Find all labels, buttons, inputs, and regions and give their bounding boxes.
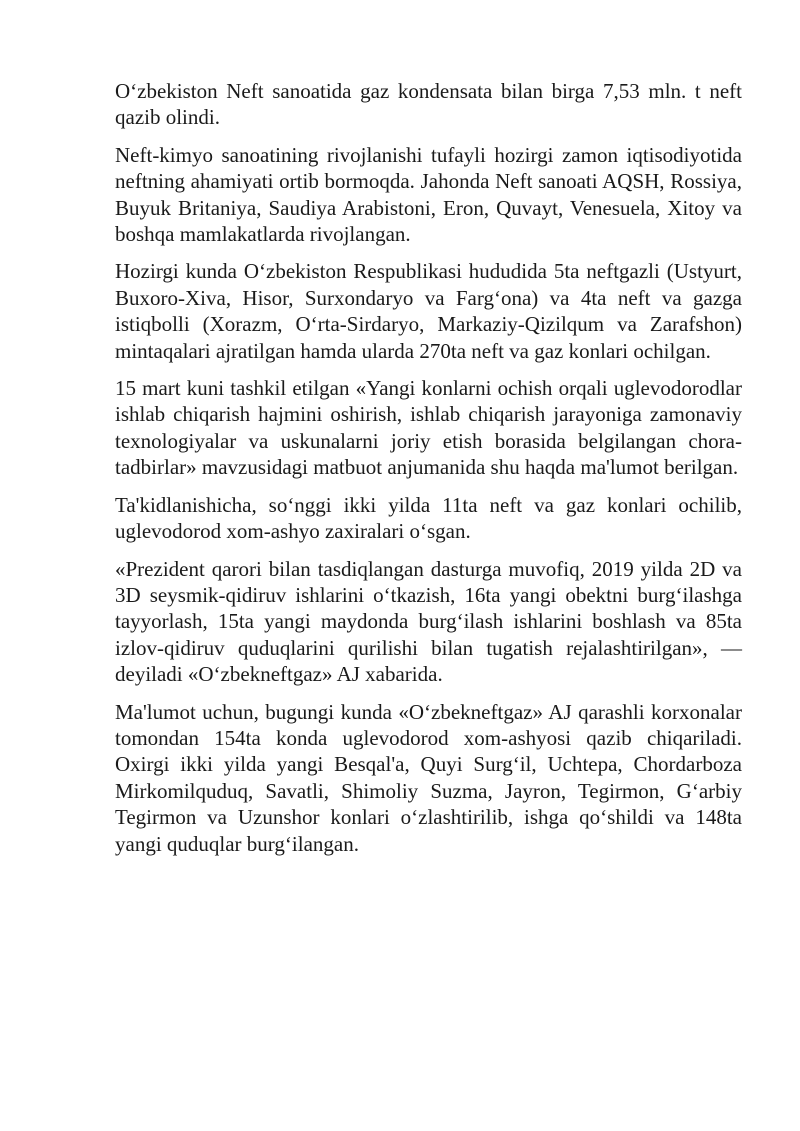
paragraph-5: Ta'kidlanishicha, so‘nggi ikki yilda 11ta neft va gaz konlari ochilib, uglevodorod xom-ashyo zaxiralari o‘sgan. (115, 492, 742, 544)
paragraph-4: 15 mart kuni tashkil etilgan «Yangi konlarni ochish orqali uglevodorodlar ishlab chiqarish hajmini oshirish, ishlab chiqarish jarayoniga zamonaviy texnologiyalar va uskunalarni joriy etish borasida belgilangan chora-tadbirlar» mavzusidagi matbuot anjumanida shu haqda ma'lumot berilgan. (115, 376, 742, 480)
paragraph-2: Neft-kimyo sanoatining rivojlanishi tufayli hozirgi zamon iqtisodiyotida neftning ahamiyati ortib bormoqda. Jahonda Neft sanoati AQSH, Rossiya, Buyuk Britaniya, Saudiya Arabistoni, Eron, Quvayt, Venesuela, Xitoy va boshqa mamlakatlarda rivojlangan. (115, 142, 742, 247)
paragraph-1: O‘zbekiston Neft sanoatida gaz kondensata bilan birga 7,53 mln. t neft qazib olindi. (115, 79, 742, 130)
paragraph-7: Ma'lumot uchun, bugungi kunda «O‘zbekneftgaz» AJ qarashli korxonalar tomondan 154ta konda uglevodorod xom-ashyosi qazib chiqariladi. Oxirgi ikki yilda yangi Besqal'a, Quyi Surg‘il, Uchtepa, Chordarboza Mirkomilquduq, Savatli, Shimoliy Suzma, Jayron, Tegirmon, G‘arbiy Tegirmon va Uzunshor konlari o‘zlashtirilib, ishga qo‘shildi va 148ta yangi quduqlar burg‘ilangan. (115, 699, 742, 856)
paragraph-3: Hozirgi kunda O‘zbekiston Respublikasi hududida 5ta neftgazli (Ustyurt, Buxoro-Xiva, Hisor, Surxondaryo va Farg‘ona) va 4ta neft va gazga istiqbolli (Xorazm, O‘rta-Sirdaryo, Markaziy-Qizilqum va Zarafshon) mintaqalari ajratilgan hamda ularda 270ta neft va gaz konlari ochilgan. (115, 259, 742, 363)
paragraph-6: «Prezident qarori bilan tasdiqlangan dasturga muvofiq, 2019 yilda 2D va 3D seysmik-qidiruv ishlarini o‘tkazish, 16ta yangi obektni burg‘ilashga tayyorlash, 15ta yangi maydonda burg‘ilash ishlarini boshlash va 85ta izlov-qidiruv quduqlarini qurilishi bilan tugatish rejalashtirilgan», — deyiladi «O‘zbekneftgaz» AJ xabarida. (115, 556, 742, 687)
document-body (115, 78, 742, 868)
